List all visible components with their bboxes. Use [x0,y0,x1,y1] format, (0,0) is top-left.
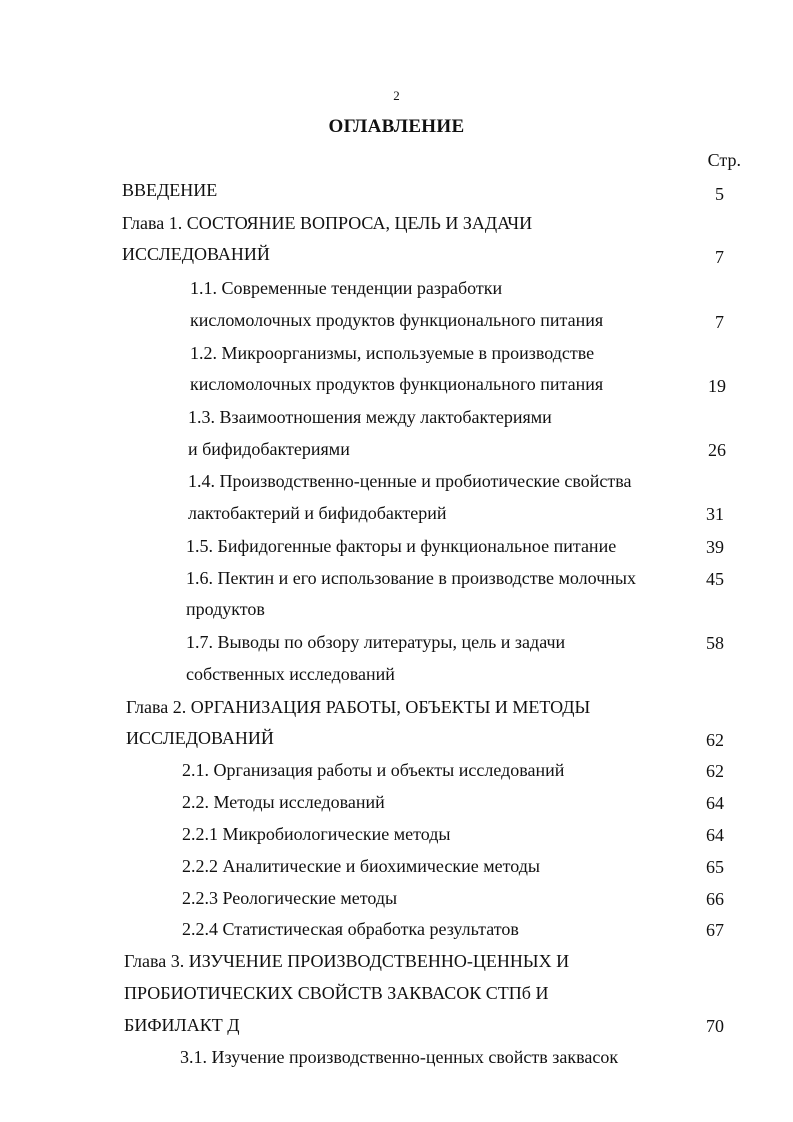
toc-entry-text: 3.1. Изучение производственно-ценных свойств заквасок [180,1047,619,1067]
toc-entry-page: 62 [706,761,724,781]
toc-entry-text: 2.2.1 Микробиологические методы [182,824,451,844]
toc-entry-text: 1.7. Выводы по обзору литературы, цель и задачи [186,632,566,652]
toc-entry-text: ИССЛЕДОВАНИЙ [126,728,274,748]
toc-entry-page: 66 [706,889,724,909]
toc-entry-page: 7 [715,247,724,267]
toc-entry-text: 1.4. Производственно-ценные и пробиотические свойства [188,471,632,491]
toc-entry-text: Глава 2. ОРГАНИЗАЦИЯ РАБОТЫ, ОБЪЕКТЫ И МЕТОДЫ [126,697,591,717]
toc-entry-text: ВВЕДЕНИЕ [122,180,218,200]
toc-entry-text: 1.5. Бифидогенные факторы и функциональное питание [186,536,617,556]
toc-entry-page: 64 [706,825,724,845]
toc-entry-text: 1.6. Пектин и его использование в производстве молочных [186,568,636,588]
toc-entry-text: кисломолочных продуктов функционального питания [190,310,604,330]
toc-entry-text: лактобактерий и бифидобактерий [188,503,447,523]
toc-entry-page: 70 [706,1016,724,1036]
toc-entry-page: 67 [706,920,724,940]
page-title: ОГЛАВЛЕНИЕ [328,116,465,137]
toc-entry-page: 7 [715,312,724,332]
toc-entry-text: 2.2.3 Реологические методы [182,888,398,908]
toc-entry-page: 62 [706,730,724,750]
toc-entry-text: 1.1. Современные тенденции разработки [190,278,503,298]
toc-entry-text: БИФИЛАКТ Д [124,1015,240,1035]
toc-entry-text: 2.1. Организация работы и объекты исследований [182,760,565,780]
toc-entry-text: 2.2.2 Аналитические и биохимические методы [182,856,540,876]
toc-entry-text: собственных исследований [186,664,395,684]
toc-entry-page: 31 [706,504,724,524]
toc-entry-text: ИССЛЕДОВАНИЙ [122,244,270,264]
toc-entry-text: кисломолочных продуктов функционального питания [190,374,604,394]
toc-entry-text: продуктов [186,599,265,619]
page-number: 2 [393,88,400,103]
toc-entry-text: Глава 3. ИЗУЧЕНИЕ ПРОИЗВОДСТВЕННО-ЦЕННЫХ И [124,951,570,971]
toc-entry-page: 45 [706,569,724,589]
toc-entry-text: Глава 1. СОСТОЯНИЕ ВОПРОСА, ЦЕЛЬ И ЗАДАЧИ [122,213,533,233]
toc-entry-page: 19 [708,376,726,396]
toc-entry-text: ПРОБИОТИЧЕСКИХ СВОЙСТВ ЗАКВАСОК СТПб И [124,983,549,1003]
page-column-label: Стр. [707,150,741,170]
toc-entry-text: 2.2.4 Статистическая обработка результатов [182,919,519,939]
toc-entry-page: 5 [715,184,724,204]
toc-entry-text: 2.2. Методы исследований [182,792,385,812]
toc-entry-text: 1.3. Взаимоотношения между лактобактериями [188,407,552,427]
toc-entry-page: 58 [706,633,724,653]
toc-entry-text: 1.2. Микроорганизмы, используемые в производстве [190,343,595,363]
toc-entry-page: 65 [706,857,724,877]
toc-entry-page: 26 [708,440,726,460]
toc-entry-text: и бифидобактериями [188,439,350,459]
toc-entry-page: 64 [706,793,724,813]
toc-entry-page: 39 [706,537,724,557]
